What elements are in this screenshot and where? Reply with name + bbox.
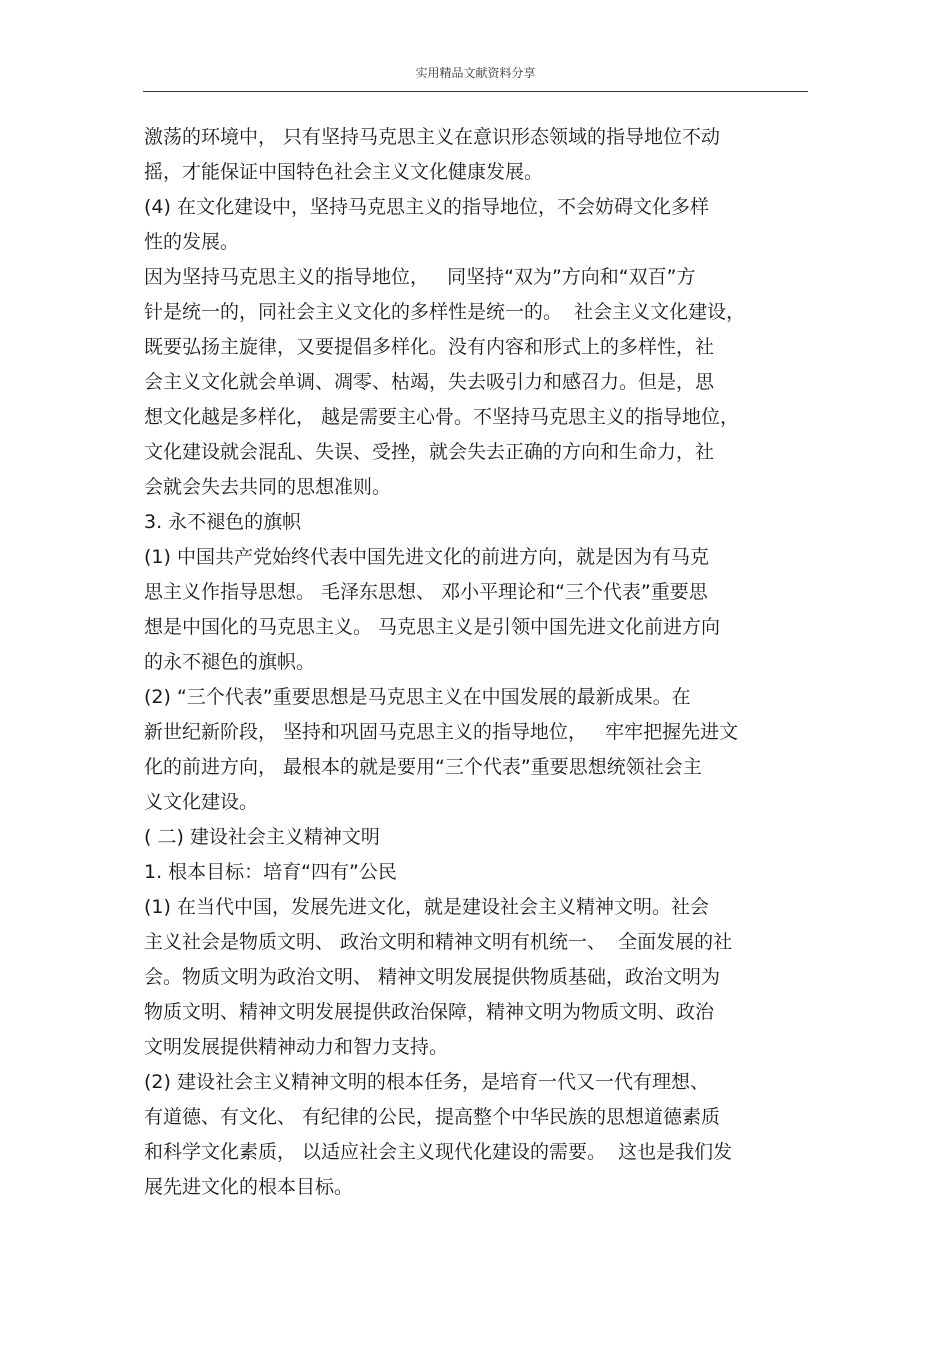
text-line: 有道德、有文化、 有纪律的公民，提高整个中华民族的思想道德素质 bbox=[144, 1106, 721, 1128]
text-line: 主义社会是物质文明、 政治文明和精神文明有机统一、 全面发展的社 bbox=[144, 931, 733, 953]
text-line: 激荡的环境中， 只有坚持马克思主义在意识形态领域的指导地位不动 bbox=[144, 126, 721, 148]
text-line: (1) 在当代中国，发展先进文化，就是建设社会主义精神文明。社会 bbox=[144, 896, 709, 918]
text-line: 物质文明、精神文明发展提供政治保障，精神文明为物质文明、政治 bbox=[144, 1001, 715, 1023]
text-line: 既要弘扬主旋律，又要提倡多样化。没有内容和形式上的多样性，社 bbox=[144, 336, 715, 358]
text-line: 针是统一的，同社会主义文化的多样性是统一的。 社会主义文化建设， bbox=[144, 301, 746, 323]
text-line: 想是中国化的马克思主义。 马克思主义是引领中国先进文化前进方向 bbox=[144, 616, 721, 638]
text-line: 的永不褪色的旗帜。 bbox=[144, 651, 316, 673]
text-line: 会主义文化就会单调、凋零、枯竭，失去吸引力和感召力。但是，思 bbox=[144, 371, 715, 393]
text-line: 想文化越是多样化， 越是需要主心骨。不坚持马克思主义的指导地位， bbox=[144, 406, 740, 428]
text-line: (2) “三个代表”重要思想是马克思主义在中国发展的最新成果。在 bbox=[144, 686, 691, 708]
text-line: 义文化建设。 bbox=[144, 791, 259, 813]
document-body bbox=[144, 120, 808, 1205]
section-heading: ( 二) 建设社会主义精神文明 bbox=[144, 826, 380, 848]
text-line: 摇，才能保证中国特色社会主义文化健康发展。 bbox=[144, 161, 544, 183]
text-line: 会。物质文明为政治文明、 精神文明发展提供物质基础，政治文明为 bbox=[144, 966, 721, 988]
text-line: 文明发展提供精神动力和智力支持。 bbox=[144, 1036, 449, 1058]
text-line: 新世纪新阶段， 坚持和巩固马克思主义的指导地位， 牢牢把握先进文 bbox=[144, 721, 739, 743]
text-line: 展先进文化的根本目标。 bbox=[144, 1176, 354, 1198]
text-line: 因为坚持马克思主义的指导地位， 同坚持“双为”方向和“双百”方 bbox=[144, 266, 696, 288]
page-header: 实用精品文献资料分享 bbox=[415, 66, 536, 80]
text-line: 性的发展。 bbox=[144, 231, 240, 253]
text-line: 化的前进方向， 最根本的就是要用“三个代表”重要思想统领社会主 bbox=[144, 756, 702, 778]
section-heading: 3. 永不褪色的旗帜 bbox=[144, 511, 302, 533]
section-heading: 1. 根本目标：培育“四有”公民 bbox=[144, 861, 397, 883]
text-line: (1) 中国共产党始终代表中国先进文化的前进方向，就是因为有马克 bbox=[144, 546, 709, 568]
text-line: (4) 在文化建设中，坚持马克思主义的指导地位，不会妨碍文化多样 bbox=[144, 196, 709, 218]
header-divider bbox=[143, 91, 808, 92]
text-line: 会就会失去共同的思想准则。 bbox=[144, 476, 392, 498]
text-line: (2) 建设社会主义精神文明的根本任务，是培育一代又一代有理想、 bbox=[144, 1071, 709, 1093]
text-line: 文化建设就会混乱、失误、受挫，就会失去正确的方向和生命力，社 bbox=[144, 441, 715, 463]
text-line: 和科学文化素质， 以适应社会主义现代化建设的需要。 这也是我们发 bbox=[144, 1141, 733, 1163]
text-line: 思主义作指导思想。 毛泽东思想、 邓小平理论和“三个代表”重要思 bbox=[144, 581, 708, 603]
